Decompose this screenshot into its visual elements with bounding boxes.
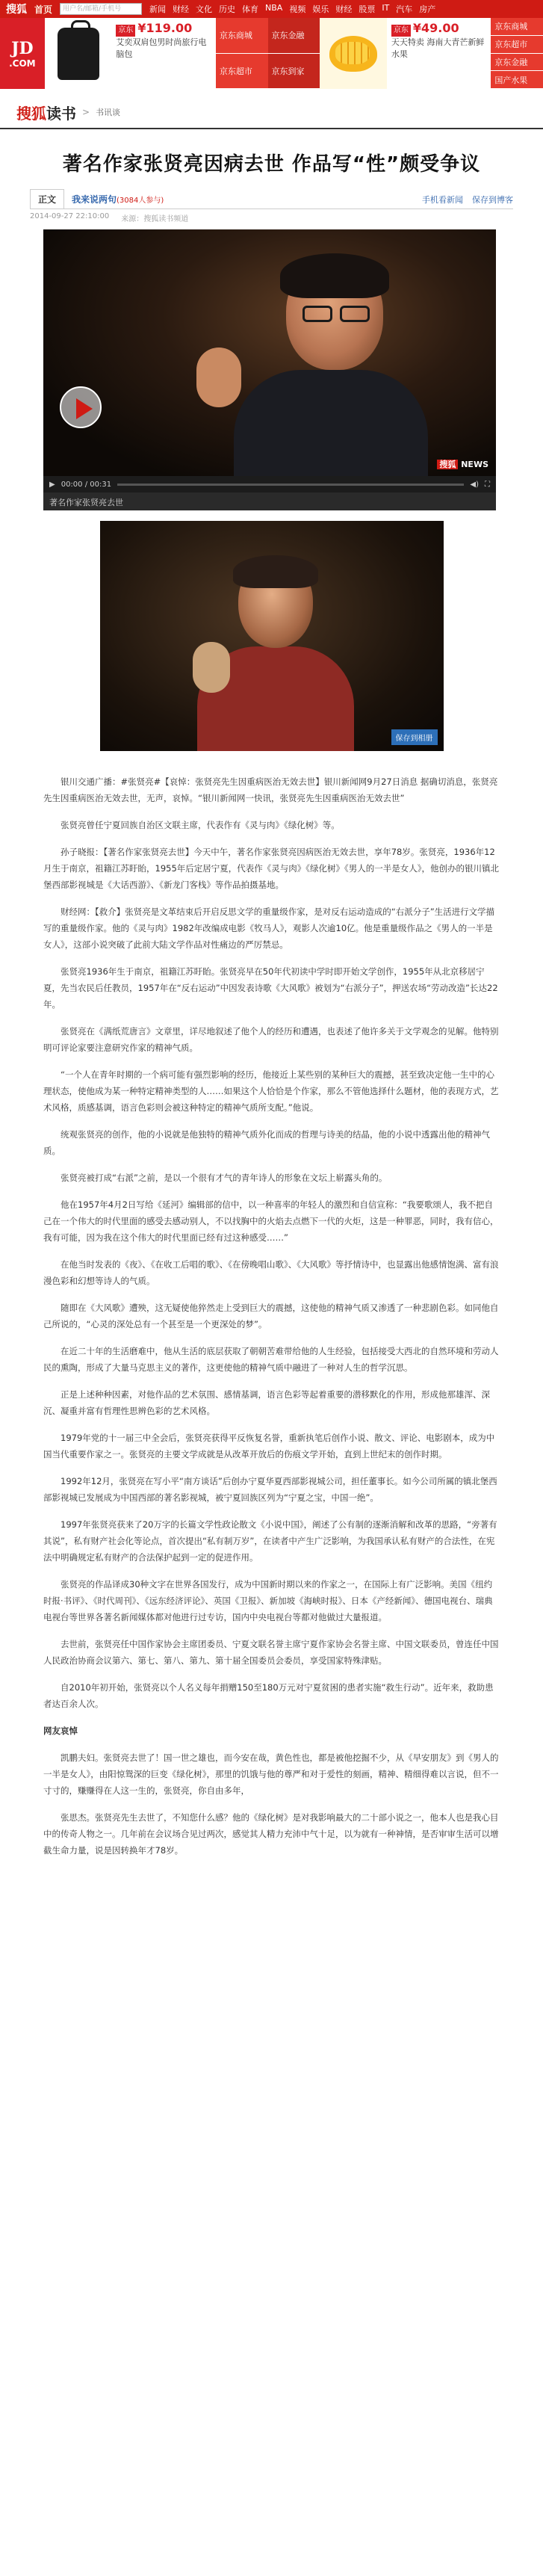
article-paragraph: 财经网：【救介】张贤亮是文革结束后开启反思文学的重量级作家，是对反右运动造成的“右派分子”生活进行文学描写的重量级作家。他的《灵与肉》1982年改编成电影《牧马人》，观影人次逾10亿。他是重量级作品之《男人的一半是女人》，这部小说突破了此前大陆文学作品对性痛边的严厉禁忌。 (43, 906, 495, 950)
left-ad-tag: 京东 (116, 25, 135, 37)
left-ad-links (216, 18, 268, 89)
tab-comments[interactable]: 我来说两句(3084人参与) (72, 194, 164, 205)
left-ad-link[interactable]: 京东金融 (268, 18, 320, 54)
video-caption: 著名作家张贤亮去世 (43, 492, 496, 510)
nav-item[interactable]: 财经 (335, 4, 353, 14)
article-paragraph: 自2010年初开始，张贤亮以个人名义每年捐赠150至180万元对宁夏贫困的患者实施“救生行动”。近年来，救助患者达百余人次。 (43, 1682, 494, 1709)
article-tabs (30, 190, 513, 209)
article-paragraph: 正是上述种种因素，对他作品的艺术氛围、感情基调，语言色彩等起着重要的潜移默化的作用，形成他那雄浑、深沉、凝重并富有哲理性思辨色彩的艺术风格。 (43, 1389, 490, 1416)
publish-time: 2014-09-27 22:10:00 (30, 212, 110, 220)
article-paragraph: 张思杰。张贤亮先生去世了，不知您什么感？他的《绿化树》是对我影响最大的二十部小说之一，他本人也是我心目中的传奇人物之一。几年前在会议场合见过两次，感觉其人精力充沛中气十足，以为就有一种神情，是否审审生活可以增截生命力量，说是因转换年才78岁。 (43, 1812, 499, 1856)
home-link[interactable]: 首页 (34, 4, 53, 15)
article-paragraph: 张贤亮曾任宁夏回族自治区文联主席，代表作有《灵与肉》《绿化树》等。 (60, 820, 340, 830)
article-paragraph: 在他当时发表的《夜》、《在收工后唱的歌》、《在傍晚唱山歌》、《大风歌》等抒情诗中，也显露出他感情饱满、富有浪漫色彩和幻想等诗人的气质。 (43, 1259, 499, 1286)
jd-logo-text: JD (11, 38, 34, 58)
top-navigation-bar (0, 0, 543, 18)
article-photo (100, 521, 444, 751)
article-meta (30, 212, 513, 223)
nav-item[interactable]: NBA (265, 3, 283, 13)
article-paragraph: 统观张贤亮的创作，他的小说就是他独特的精神气质外化而成的哲理与诗美的结晶，他的小说中透露出他的精神气质。 (43, 1129, 490, 1156)
article-source: 来源：搜狐读书频道 (121, 215, 189, 223)
article-paragraph: 张贤亮在《满纸荒唐言》文章里，详尽地叙述了他个人的经历和遭遇，也表述了他许多关于文学观念的见解。他特别明可评论家要注意研究作家的精神气质。 (43, 1026, 499, 1053)
right-ad-link[interactable]: 国产水果 (491, 71, 543, 89)
save-to-blog-link[interactable]: 保存到博客 (472, 195, 513, 205)
jd-logo-domain: .COM (9, 58, 36, 69)
left-ad-links-2 (268, 18, 320, 89)
nav-item[interactable]: 娱乐 (312, 4, 329, 14)
channel-nav (149, 3, 435, 15)
article-paragraph: 随即在《大风歌》遭殃，这无疑使他猝然走上受到巨大的震撼，这使他的精神气质又渗透了一种悲剧色彩。如同他自己所说的，“心灵的深处总有一个甚至是一个更深处的梦”。 (43, 1303, 499, 1329)
article-paragraph: 张贤亮1936年生于南京，祖籍江苏盱眙。张贤亮早在50年代初读中学时即开始文学创作，1955年从北京移居宁夏，先当农民后任教员，1957年在“反右运动”中因发表诗歌《大风歌》被划为“右派分子”，押送农场“劳动改造”长达22年。 (43, 966, 498, 1010)
right-ad-link[interactable]: 京东商城 (491, 18, 543, 36)
article-paragraph: “一个人在青年时期的一个病可能有强烈影响的经历，他接近上某些别的某种巨大的震撼，甚至致决定他一生中的心理状态，使他成为某一种特定精神类型的人……如果这个人恰恰是个作家，那么不管他选择什么题材，他的表现方式，艺术风格，质感基调，语言色彩则会被这种特定的精神气质所支配。”他说。 (43, 1069, 499, 1113)
play-button-icon[interactable] (60, 386, 102, 428)
left-ad-info[interactable] (111, 18, 215, 89)
article-body (0, 751, 543, 1899)
nav-item[interactable]: 体育 (242, 4, 259, 14)
video-controls (43, 476, 496, 492)
article-paragraph: 在近二十年的生活磨难中，他从生活的底层获取了朝朝苦难带给他的人生经验，包括接受大西北的自然环境和劳动人民的熏陶，形成了大量马克思主义的著作，这更使他的精神气质中融进了一种对人生的哲学沉思。 (43, 1346, 499, 1373)
mango-icon (329, 36, 377, 72)
nav-item[interactable]: 房产 (419, 4, 436, 14)
left-ad-link[interactable]: 京东超市 (216, 54, 268, 90)
section-heading: 网友哀悼 (43, 1726, 78, 1736)
jd-logo-ad[interactable] (0, 18, 45, 89)
right-ad-links (491, 18, 543, 89)
breadcrumb-channel-link[interactable]: 书讯谈 (96, 108, 121, 117)
article-paragraph: 1979年党的十一届三中全会后，张贤亮获得平反恢复名誉，重新执笔后创作小说、散文、评论、电影剧本，成为中国当代重要作家之一。张贤亮的主要文学成就是从改革开放后的伤痕文学开始，直到上世纪末的创作时期。 (43, 1433, 495, 1460)
video-portrait (234, 258, 421, 476)
left-ad-price: ¥119.00 (137, 21, 193, 35)
backpack-icon (58, 28, 99, 80)
channel-brand[interactable]: 搜狐读书 (16, 104, 76, 123)
right-ad-price: ¥49.00 (412, 21, 459, 35)
right-ad-desc: 天天特卖 海南大青芒新鲜水果 (391, 37, 485, 59)
breadcrumb (0, 96, 543, 129)
fullscreen-icon[interactable]: ⛶ (485, 480, 490, 489)
sohu-logo[interactable]: 搜狐 (6, 4, 27, 16)
article-paragraph: 凯鹏夫妇。张贤亮去世了！国一世之雄也，而今安在哉，黄色性也，都是被他挖掘不少，从《早安朋友》到《男人的一半是女人》，由阳惊鸳深的巨变《绿化树》，那里的饥饿与他的尊严和对于爱性的刻画，精神、精细得难以言说，但不一寸寸的，赚赚得在人这一生的，张贤亮，你自由多年， (43, 1752, 499, 1796)
mango-image[interactable] (320, 18, 387, 89)
nav-item[interactable]: 视频 (289, 4, 306, 14)
article-paragraph: 1997年张贤亮获来了20万字的长篇文学性政论散文《小说中国》，阐述了公有制的逐渐消解和改革的思路，“旁著有其说”，私有财产社会化等论点，首次提出“私有制万岁”，在读者中产生广泛影响，为我国承认私有财产的合法性，在宪法中明确规定私有财产的合法保护起到一定的促进作用。 (43, 1519, 497, 1563)
right-ad-tag: 京东 (391, 25, 411, 37)
left-ad-desc: 艾奕双肩包男时尚旅行电脑包 (116, 37, 207, 59)
video-progress-bar[interactable] (117, 484, 464, 486)
nav-item[interactable]: 财经 (173, 4, 190, 14)
volume-icon[interactable]: ◀) (470, 480, 479, 489)
video-time: 00:00 / 00:31 (60, 480, 112, 489)
search-input[interactable]: 用户名/邮箱/手机号 (60, 3, 142, 15)
nav-item[interactable]: 汽车 (396, 4, 413, 14)
comments-count: (3084人参与) (117, 197, 164, 205)
nav-item[interactable]: 股票 (359, 4, 376, 14)
right-ad-link[interactable]: 京东金融 (491, 54, 543, 72)
article-paragraph: 张贤亮被打成“右派”之前，是以一个很有才气的青年诗人的形象在文坛上崭露头角的。 (60, 1173, 388, 1183)
left-ad-link[interactable]: 京东商城 (216, 18, 268, 54)
article-paragraph: 1992年12月，张贤亮在写小平“南方谈话”后创办宁夏华夏西部影视城公司，担任董事长。如今公司所属的镇北堡西部影视城已发展成为中国西部的著名影视城，被宁夏回族区列为“宁夏之宝，中国一绝”。 (43, 1476, 497, 1503)
video-player (43, 229, 496, 510)
article-paragraph: 他在1957年4月2日写给《延河》编辑部的信中，以一种喜率的年轻人的激烈和自信宣称：“我要歌颂人，我不把自己在一个伟大的时代里面的感受去感动别人，不以找胸中的火焰去点燃下一代的火炬，这是一种罪恶，同时，我有信心，我有可能，因为我在这个伟大的时代里面已经有过这种感受……” (43, 1199, 499, 1243)
nav-item[interactable]: 新闻 (149, 4, 167, 14)
video-frame[interactable] (43, 229, 496, 476)
save-to-album-button[interactable]: 保存到相册 (391, 729, 438, 745)
video-watermark: 搜狐 NEWS (437, 458, 488, 470)
tab-body[interactable]: 正文 (30, 189, 64, 209)
right-ad-info[interactable] (387, 18, 491, 89)
left-ad-link[interactable]: 京东到家 (268, 54, 320, 90)
nav-item[interactable]: IT (382, 3, 390, 13)
nav-item[interactable]: 历史 (219, 4, 236, 14)
mobile-news-link[interactable]: 手机看新闻 (422, 195, 463, 205)
breadcrumb-separator: > (82, 107, 90, 117)
right-ad-link[interactable]: 京东超市 (491, 36, 543, 54)
article-paragraph: 孙子晓报：【著名作家张贤亮去世】今天中午，著名作家张贤亮因病医治无效去世，享年78岁。张贤亮，1936年12月生于南京，祖籍江苏盱眙，1955年后定居宁夏，代表作《灵与肉》《绿化树》《男人的一半是女人》，他创办的银川镇北堡西部影视城是《大话西游》、《新龙门客栈》等作品拍摄基地。 (43, 847, 500, 890)
jd-ad-strip (0, 18, 543, 89)
backpack-image[interactable] (45, 18, 112, 89)
article-paragraph: 张贤亮的作品译成30种文字在世界各国发行，成为中国新时期以来的作家之一，在国际上有广泛影响。美国《纽约时报·书评》、《时代周刊》、《远东经济评论》、英国《卫报》、新加坡《海峡时报》、日本《产经新闻》、德国电视台、瑞典电视台等世界各著名新闻媒体都对他进行过专访，国内中央电视台等都对他做过大量报道。 (43, 1579, 493, 1622)
play-control-icon[interactable]: ▶ (49, 480, 55, 489)
article-headline: 著名作家张贤亮因病去世 作品写“性”颇受争议 (62, 153, 481, 176)
article-paragraph: 银川交通广播：#张贤亮#【哀悼：张贤亮先生因重病医治无效去世】银川新闻网9月27日消息 据确切消息，张贤亮先生因重病医治无效去世，无声，哀悼。“银川新闻网一快讯，张贤亮先生因重病医治无效去世” (43, 776, 498, 803)
article-paragraph: 去世前，张贤亮任中国作家协会主席团委员、宁夏文联名誉主席宁夏作家协会名誉主席、中国文联委员，曾连任中国人民政治协商会议第六、第七、第八、第九、第十届全国委员会委员，享受国家特殊津贴。 (43, 1639, 499, 1666)
nav-item[interactable]: 文化 (196, 4, 213, 14)
photo-portrait (197, 558, 354, 751)
